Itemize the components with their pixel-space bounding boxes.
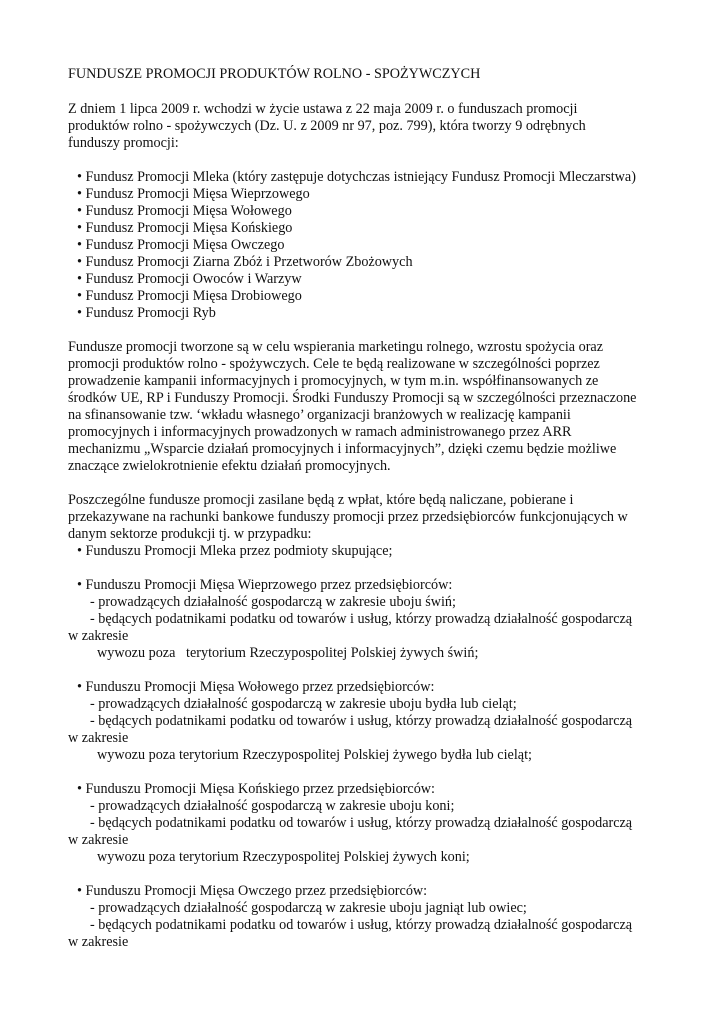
funding-line: danym sektorze produkcji tj. w przypadku:: [68, 526, 312, 542]
pork-fund-line: w zakresie: [68, 628, 129, 644]
pork-fund-heading: • Funduszu Promocji Mięsa Wieprzowego przez przedsiębiorców:: [77, 577, 453, 593]
sheep-fund-line: - będących podatnikami podatku od towarów i usług, którzy prowadzą działalność gospodarczą: [90, 917, 633, 933]
purpose-line: promocji produktów rolno - spożywczych. Cele te będą realizowane w szczególności poprzez: [68, 356, 600, 372]
purpose-line: środków UE, RP i Funduszy Promocji. Środki Funduszy Promocji są w szczególności przeznaczone: [68, 390, 637, 406]
funding-line: przekazywane na rachunki bankowe funduszy promocji przez przedsiębiorców funkcjonujących w: [68, 509, 628, 525]
horse-fund-line: - będących podatnikami podatku od towarów i usług, którzy prowadzą działalność gospodarczą: [90, 815, 633, 831]
purpose-line: znaczące zwielokrotnienie efektu działań promocyjnych.: [68, 458, 391, 474]
sheep-fund-line: - prowadzących działalność gospodarczą w zakresie uboju jagniąt lub owiec;: [90, 900, 527, 916]
beef-fund-line: w zakresie: [68, 730, 129, 746]
fund-list-item: • Fundusz Promocji Mięsa Wołowego: [77, 203, 292, 219]
funding-line: Poszczególne fundusze promocji zasilane będą z wpłat, które będą naliczane, pobierane i: [68, 492, 574, 508]
horse-fund-line: w zakresie: [68, 832, 129, 848]
fund-list-item: • Fundusz Promocji Mleka (który zastępuje dotychczas istniejący Fundusz Promocji Mleczarstwa): [77, 169, 636, 185]
fund-list-item: • Fundusz Promocji Mięsa Końskiego: [77, 220, 293, 236]
pork-fund-line: wywozu poza terytorium Rzeczypospolitej Polskiej żywych świń;: [97, 645, 479, 661]
fund-list-item: • Fundusz Promocji Ryb: [77, 305, 216, 321]
purpose-line: mechanizmu „Wsparcie działań promocyjnych i informacyjnych”, dzięki czemu będzie możliwe: [68, 441, 617, 457]
beef-fund-line: - będących podatnikami podatku od towarów i usług, którzy prowadzą działalność gospodarczą: [90, 713, 633, 729]
fund-list-item: • Fundusz Promocji Mięsa Drobiowego: [77, 288, 302, 304]
horse-fund-line: - prowadzących działalność gospodarczą w zakresie uboju koni;: [90, 798, 455, 814]
purpose-line: Fundusze promocji tworzone są w celu wspierania marketingu rolnego, wzrostu spożycia oraz: [68, 339, 604, 355]
horse-fund-line: wywozu poza terytorium Rzeczypospolitej Polskiej żywych koni;: [97, 849, 470, 865]
purpose-line: promocyjnych i informacyjnych prowadzonych w ramach administrowanego przez ARR: [68, 424, 572, 440]
pork-fund-line: - będących podatnikami podatku od towarów i usług, którzy prowadzą działalność gospodarczą: [90, 611, 633, 627]
sheep-fund-line: w zakresie: [68, 934, 129, 950]
fund-list-item: • Fundusz Promocji Owoców i Warzyw: [77, 271, 302, 287]
intro-line: Z dniem 1 lipca 2009 r. wchodzi w życie ustawa z 22 maja 2009 r. o funduszach promocji: [68, 101, 578, 117]
intro-line: produktów rolno - spożywczych (Dz. U. z 2009 nr 97, poz. 799), która tworzy 9 odrębnych: [68, 118, 586, 134]
document-title: FUNDUSZE PROMOCJI PRODUKTÓW ROLNO - SPOŻYWCZYCH: [68, 66, 481, 82]
intro-line: funduszy promocji:: [68, 135, 179, 151]
fund-list-item: • Fundusz Promocji Mięsa Wieprzowego: [77, 186, 310, 202]
beef-fund-line: wywozu poza terytorium Rzeczypospolitej Polskiej żywego bydła lub cieląt;: [97, 747, 532, 763]
purpose-line: prowadzenie kampanii informacyjnych i promocyjnych, w tym m.in. współfinansowanych ze: [68, 373, 599, 389]
fund-list-item: • Fundusz Promocji Mięsa Owczego: [77, 237, 285, 253]
fund-list-item: • Fundusz Promocji Ziarna Zbóż i Przetworów Zbożowych: [77, 254, 413, 270]
milk-fund-item: • Funduszu Promocji Mleka przez podmioty skupujące;: [77, 543, 393, 559]
sheep-fund-heading: • Funduszu Promocji Mięsa Owczego przez przedsiębiorców:: [77, 883, 428, 899]
horse-fund-heading: • Funduszu Promocji Mięsa Końskiego przez przedsiębiorców:: [77, 781, 435, 797]
purpose-line: na sfinansowanie tzw. ‘wkładu własnego’ organizacji branżowych w realizację kampanii: [68, 407, 571, 423]
beef-fund-line: - prowadzących działalność gospodarczą w zakresie uboju bydła lub cieląt;: [90, 696, 517, 712]
pork-fund-line: - prowadzących działalność gospodarczą w zakresie uboju świń;: [90, 594, 456, 610]
beef-fund-heading: • Funduszu Promocji Mięsa Wołowego przez przedsiębiorców:: [77, 679, 435, 695]
